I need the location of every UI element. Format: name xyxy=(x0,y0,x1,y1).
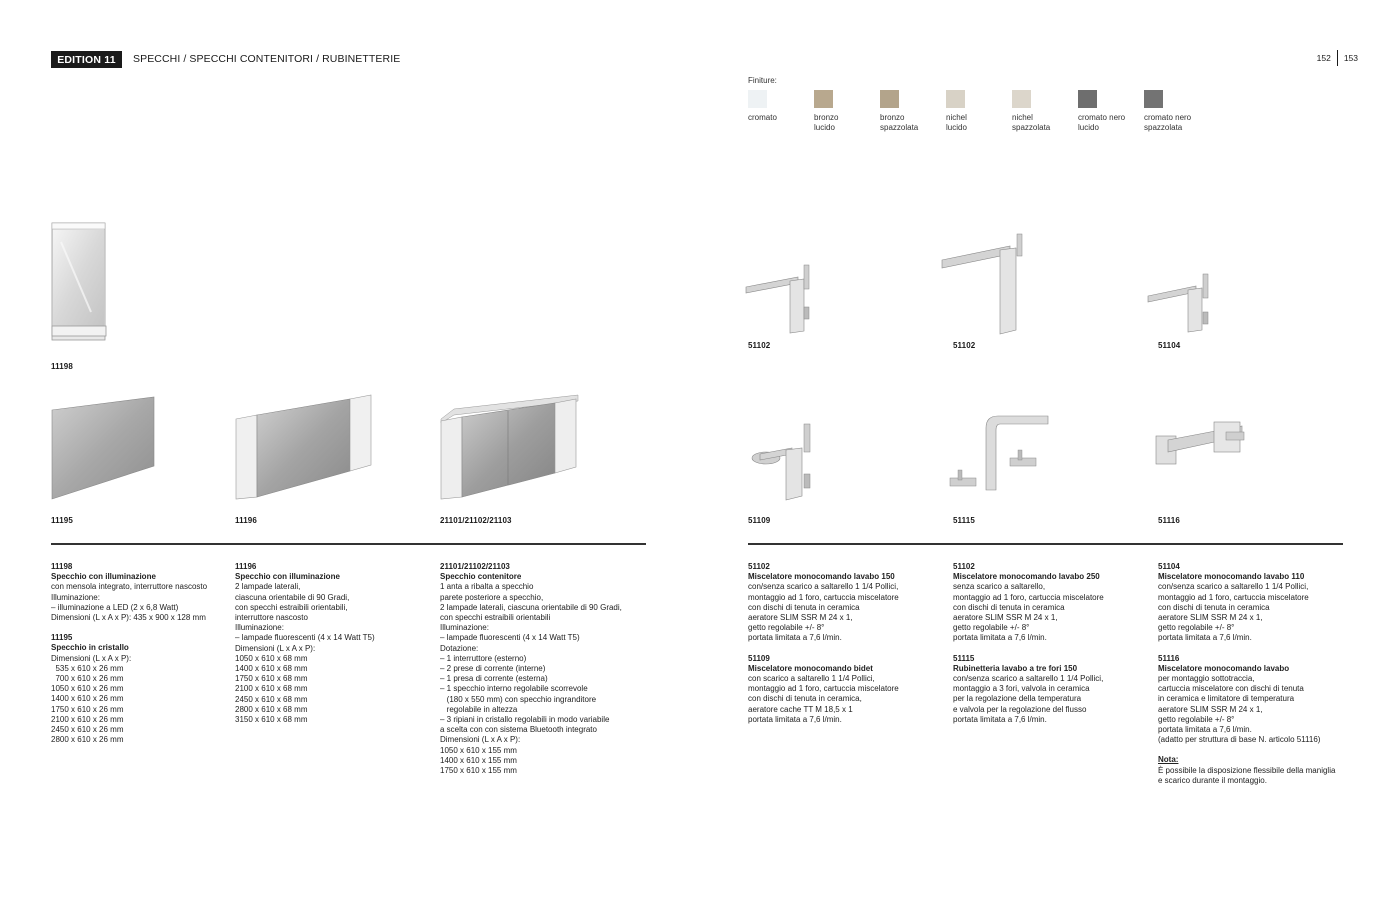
page-number-left: 152 xyxy=(1316,53,1331,63)
finish-label-line2: lucido xyxy=(1078,123,1099,132)
tap-51116-image xyxy=(1154,418,1254,474)
desc-line: aeratore SLIM SSR M 24 x 1, xyxy=(953,613,1058,623)
desc-51102-250-code: 51102 xyxy=(953,562,975,571)
note-title: Nota: xyxy=(1158,755,1179,765)
desc-line: 2100 x 610 x 26 mm xyxy=(51,714,124,724)
desc-line: – 1 interruttore (esterno) xyxy=(440,653,527,663)
desc-line: 700 x 610 x 26 mm xyxy=(51,674,124,684)
finish-swatch xyxy=(946,90,965,108)
desc-line: 1400 x 610 x 155 mm xyxy=(440,755,517,765)
desc-line: portata limitata a 7,6 l/min. xyxy=(748,633,842,643)
desc-line: Illuminazione: xyxy=(51,592,100,602)
desc-line: per montaggio sottotraccia, xyxy=(1158,674,1255,684)
desc-line: – 3 ripiani in cristallo regolabili in modo variabile xyxy=(440,715,610,725)
desc-line: con specchi estraibili orientabili, xyxy=(235,602,348,612)
desc-cabinet-code: 21101/21102/21103 xyxy=(440,562,510,571)
desc-line: e valvola per la regolazione del flusso xyxy=(953,704,1087,714)
desc-line: ciascuna orientabile di 90 Gradi, xyxy=(235,592,350,602)
desc-line: cartuccia miscelatore con dischi di tenuta xyxy=(1158,684,1304,694)
desc-line: getto regolabile +/- 8° xyxy=(1158,623,1235,633)
mirror-cabinet-image xyxy=(440,393,580,501)
finish-swatch-group xyxy=(1012,90,1072,133)
desc-line: e scarico durante il montaggio. xyxy=(1158,775,1267,785)
finish-swatch xyxy=(880,90,899,108)
finish-label-line1: cromato xyxy=(748,113,777,122)
code-mirror-11198: 11198 xyxy=(51,362,73,371)
desc-line: – lampade fluorescenti (4 x 14 Watt T5) xyxy=(235,633,375,643)
desc-line: con scarico a saltarello 1 1/4 Pollici, xyxy=(748,674,875,684)
desc-line: 1400 x 610 x 68 mm xyxy=(235,664,308,674)
code-tap-f: 51116 xyxy=(1158,516,1180,525)
desc-11195-title: Specchio in cristallo xyxy=(51,643,129,653)
desc-line: aeratore SLIM SSR M 24 x 1, xyxy=(1158,613,1263,623)
desc-51104-title: Miscelatore monocomando lavabo 110 xyxy=(1158,572,1305,582)
desc-line: Dimensioni (L x A x P): 435 x 900 x 128 mm xyxy=(51,613,206,623)
code-tap-a: 51102 xyxy=(748,341,771,350)
desc-line: 1 anta a ribalta a specchio xyxy=(440,582,534,592)
tap-51104-image xyxy=(1144,268,1216,336)
desc-line: 2100 x 610 x 68 mm xyxy=(235,684,308,694)
desc-line: 1050 x 610 x 155 mm xyxy=(440,745,517,755)
code-tap-e: 51115 xyxy=(953,516,975,525)
finish-swatch-group xyxy=(880,90,940,133)
tap-51102-250-image xyxy=(938,232,1030,336)
finish-swatch-group xyxy=(1078,90,1138,133)
desc-line: 2800 x 610 x 26 mm xyxy=(51,735,124,745)
desc-11195-code: 11195 xyxy=(51,633,73,643)
desc-51102-250-title: Miscelatore monocomando lavabo 250 xyxy=(953,572,1100,582)
finish-swatch xyxy=(814,90,833,108)
mirror-11196-image xyxy=(235,393,373,501)
page-numbers xyxy=(1311,50,1364,66)
desc-line: interruttore nascosto xyxy=(235,613,308,623)
desc-line: Illuminazione: xyxy=(235,623,284,633)
code-tap-c: 51104 xyxy=(1158,341,1181,350)
desc-line: con mensola integrato, interruttore nascosto xyxy=(51,582,208,592)
desc-line: regolabile in altezza xyxy=(440,704,518,714)
desc-51102-250-lines xyxy=(953,582,1153,643)
code-tap-d: 51109 xyxy=(748,516,771,525)
desc-line: Dotazione: xyxy=(440,643,479,653)
desc-line: montaggio ad 1 foro, cartuccia miscelatore xyxy=(748,684,899,694)
desc-line: montaggio a 3 fori, valvola in ceramica xyxy=(953,684,1090,694)
desc-line: portata limitata a 7,6 l/min. xyxy=(953,714,1047,724)
code-mirror-11195: 11195 xyxy=(51,516,73,525)
desc-line: – illuminazione a LED (2 x 6,8 Watt) xyxy=(51,602,179,612)
note-lines xyxy=(1158,766,1358,786)
finish-label-line2: lucido xyxy=(814,123,835,132)
desc-51109-code: 51109 xyxy=(748,653,770,663)
desc-col-5 xyxy=(953,562,1153,725)
right-divider xyxy=(748,543,1343,545)
desc-11198-code: 11198 xyxy=(51,562,73,571)
finish-swatch xyxy=(748,90,767,108)
desc-line: in ceramica e limitatore di temperatura xyxy=(1158,694,1295,704)
desc-line: 1050 x 610 x 68 mm xyxy=(235,653,308,663)
desc-line: 2 lampade laterali, xyxy=(235,582,301,592)
desc-51102-150-title: Miscelatore monocomando lavabo 150 xyxy=(748,572,895,582)
desc-line: portata limitata a 7,6 l/min. xyxy=(953,633,1047,643)
finish-swatch-group xyxy=(814,90,874,133)
finish-label-line1: bronzo xyxy=(880,113,905,122)
desc-51115-code: 51115 xyxy=(953,653,975,663)
desc-line: aeratore SLIM SSR M 24 x 1, xyxy=(1158,704,1263,714)
tap-51115-image xyxy=(946,412,1050,496)
finish-swatch xyxy=(1144,90,1163,108)
desc-line: con dischi di tenuta in ceramica xyxy=(953,602,1065,612)
finish-label-line2: spazzolata xyxy=(880,123,919,132)
mirror-11195-image xyxy=(51,396,157,502)
desc-cabinet-lines xyxy=(440,582,650,776)
finish-swatch-group xyxy=(748,90,808,123)
desc-line: (adatto per struttura di base N. articolo 51116) xyxy=(1158,735,1321,745)
code-mirror-cabinet: 21101/21102/21103 xyxy=(440,516,512,525)
desc-line: con dischi di tenuta in ceramica xyxy=(748,602,860,612)
desc-line: – 2 prese di corrente (interne) xyxy=(440,664,546,674)
desc-51115-title: Rubinetteria lavabo a tre fori 150 xyxy=(953,663,1078,673)
mirror-11198-image xyxy=(51,222,107,342)
desc-51102-150-lines xyxy=(748,582,948,643)
desc-line: con/senza scarico a saltarello 1 1/4 Pollici, xyxy=(748,582,899,592)
finish-swatch-group xyxy=(1144,90,1204,133)
desc-line: portata limitata a 7,6 l/min. xyxy=(748,714,842,724)
desc-line: montaggio ad 1 foro, cartuccia miscelatore xyxy=(953,592,1104,602)
desc-col-1 xyxy=(51,562,231,745)
tap-51109-image xyxy=(748,418,832,502)
desc-line: parete posteriore a specchio, xyxy=(440,592,544,602)
desc-line: – 1 specchio interno regolabile scorrevole xyxy=(440,684,588,694)
finish-swatch-group xyxy=(946,90,1006,133)
desc-line: 1750 x 610 x 155 mm xyxy=(440,766,517,776)
finish-label-line1: bronzo xyxy=(814,113,839,122)
desc-line: 1750 x 610 x 68 mm xyxy=(235,674,308,684)
desc-line: 1400 x 610 x 26 mm xyxy=(51,694,124,704)
desc-line: 2 lampade laterali, ciascuna orientabile di 90 Gradi, xyxy=(440,602,622,612)
desc-11196-code: 11196 xyxy=(235,562,257,571)
desc-line: con specchi estraibili orientabili xyxy=(440,613,551,623)
desc-51104-lines xyxy=(1158,582,1358,643)
desc-line: 3150 x 610 x 68 mm xyxy=(235,715,308,725)
desc-11196-title: Specchio con illuminazione xyxy=(235,572,340,582)
desc-line: 2450 x 610 x 26 mm xyxy=(51,725,124,735)
desc-line: – lampade fluorescenti (4 x 14 Watt T5) xyxy=(440,633,580,643)
desc-col-2 xyxy=(235,562,435,725)
finish-label-line2: lucido xyxy=(946,123,967,132)
desc-line: portata limitata a 7,6 l/min. xyxy=(1158,725,1252,735)
desc-line: con/senza scarico a saltarello 1 1/4 Pollici, xyxy=(1158,582,1309,592)
desc-line: getto regolabile +/- 8° xyxy=(748,623,825,633)
desc-51115-lines xyxy=(953,674,1153,725)
finish-label-line1: cromato nero xyxy=(1078,113,1126,122)
desc-51116-code: 51116 xyxy=(1158,653,1180,663)
desc-col-4 xyxy=(748,562,948,725)
code-tap-b: 51102 xyxy=(953,341,976,350)
desc-line: 1050 x 610 x 26 mm xyxy=(51,684,124,694)
desc-51116-lines xyxy=(1158,674,1358,745)
desc-line: Dimensioni (L x A x P): xyxy=(440,735,521,745)
section-title: SPECCHI / SPECCHI CONTENITORI / RUBINETTERIE xyxy=(133,53,401,65)
finish-label-line1: nichel xyxy=(1012,113,1033,122)
desc-line: Dimensioni (L x A x P): xyxy=(51,653,132,663)
desc-51109-title: Miscelatore monocomando bidet xyxy=(748,663,873,673)
edition-badge: EDITION 11 xyxy=(51,51,122,68)
desc-line: montaggio ad 1 foro, cartuccia miscelatore xyxy=(748,592,899,602)
finish-swatch xyxy=(1012,90,1031,108)
desc-col-6 xyxy=(1158,562,1358,786)
desc-line: 2800 x 610 x 68 mm xyxy=(235,704,308,714)
desc-51104-code: 51104 xyxy=(1158,562,1180,571)
desc-line: 1750 x 610 x 26 mm xyxy=(51,704,124,714)
desc-line: aeratore cache TT M 18,5 x 1 xyxy=(748,704,853,714)
desc-line: – 1 presa di corrente (esterna) xyxy=(440,674,548,684)
desc-11195-lines xyxy=(51,654,231,746)
left-divider xyxy=(51,543,646,545)
desc-line: Dimensioni (L x A x P): xyxy=(235,643,316,653)
desc-cabinet-title: Specchio contenitore xyxy=(440,572,522,582)
desc-line: senza scarico a saltarello, xyxy=(953,582,1046,592)
finish-label-line2: spazzolata xyxy=(1144,123,1183,132)
finish-label-line2: spazzolata xyxy=(1012,123,1051,132)
desc-51116-title: Miscelatore monocomando lavabo xyxy=(1158,663,1290,673)
finish-label-line1: nichel xyxy=(946,113,967,122)
finish-label-line1: cromato nero xyxy=(1144,113,1192,122)
desc-11198-title: Specchio con illuminazione xyxy=(51,572,156,582)
desc-11196-lines xyxy=(235,582,435,725)
desc-line: a scelta con con sistema Bluetooth integrato xyxy=(440,725,597,735)
desc-11198-lines xyxy=(51,582,231,623)
desc-line: Illuminazione: xyxy=(440,623,489,633)
page-number-right: 153 xyxy=(1343,53,1358,63)
finish-swatch xyxy=(1078,90,1097,108)
desc-51102-150-code: 51102 xyxy=(748,562,770,571)
tap-51102-150-image xyxy=(742,255,820,335)
desc-line: getto regolabile +/- 8° xyxy=(953,623,1030,633)
finishes-label: Finiture: xyxy=(748,76,777,85)
desc-line: con dischi di tenuta in ceramica xyxy=(1158,602,1270,612)
desc-line: aeratore SLIM SSR M 24 x 1, xyxy=(748,613,853,623)
desc-line: portata limitata a 7,6 l/min. xyxy=(1158,633,1252,643)
desc-line: (180 x 550 mm) con specchio ingranditore xyxy=(440,694,597,704)
desc-51109-lines xyxy=(748,674,948,725)
desc-line: per la regolazione della temperatura xyxy=(953,694,1082,704)
desc-line: getto regolabile +/- 8° xyxy=(1158,714,1235,724)
desc-line: montaggio ad 1 foro, cartuccia miscelatore xyxy=(1158,592,1309,602)
desc-line: 2450 x 610 x 68 mm xyxy=(235,694,308,704)
code-mirror-11196: 11196 xyxy=(235,516,257,525)
desc-line: È possibile la disposizione flessibile della maniglia xyxy=(1158,765,1336,775)
desc-line: con/senza scarico a saltarello 1 1/4 Pollici, xyxy=(953,674,1104,684)
desc-col-3 xyxy=(440,562,650,776)
desc-line: con dischi di tenuta in ceramica, xyxy=(748,694,862,704)
desc-line: 535 x 610 x 26 mm xyxy=(51,663,124,673)
